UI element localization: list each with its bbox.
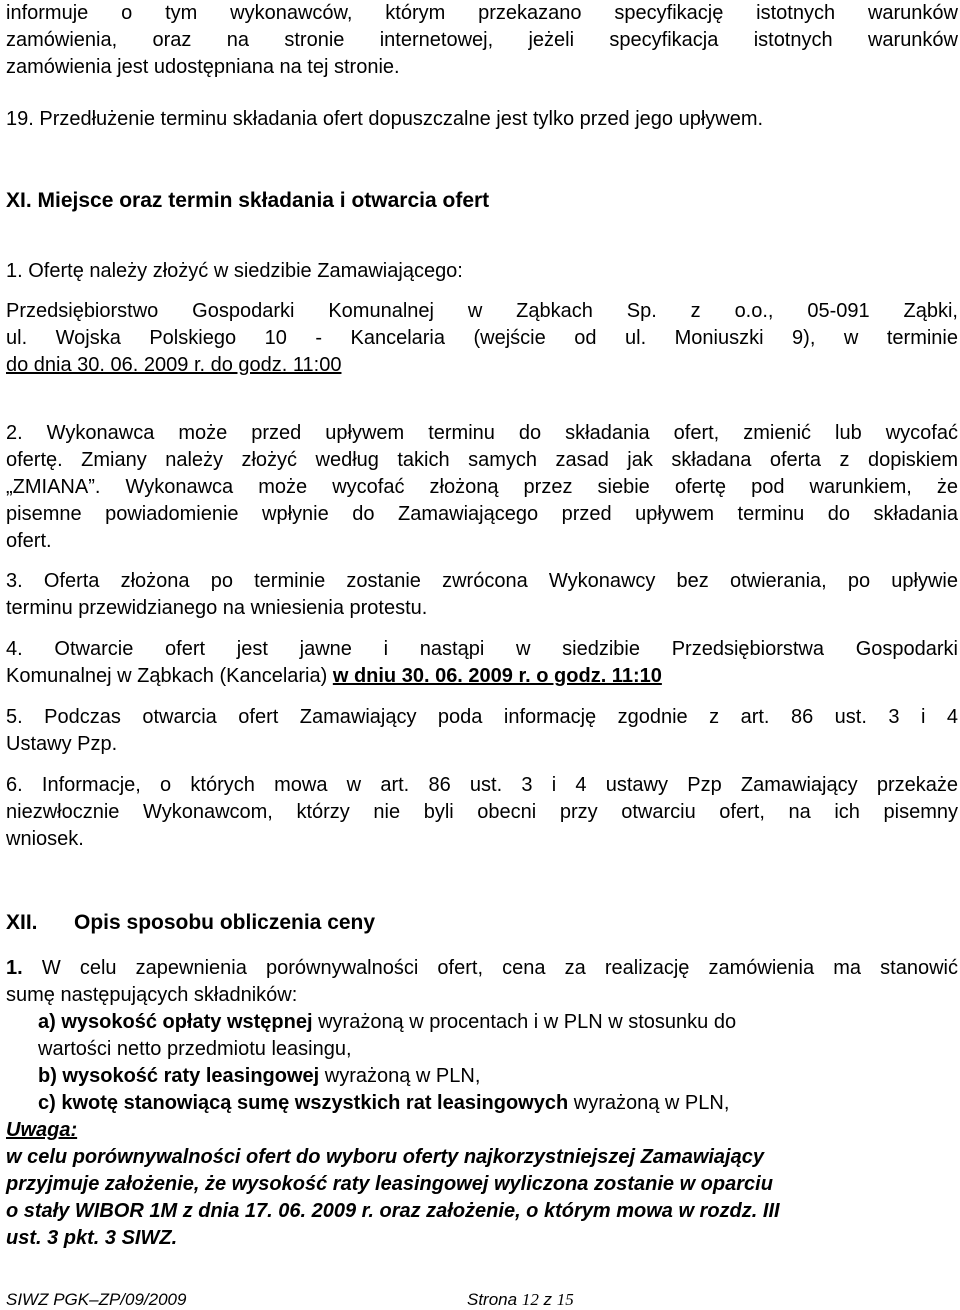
intro-line-2: zamówienia, oraz na stronie internetowej, jeżeli specyfikacja istotnych warunków [6, 29, 958, 51]
xi-p3-line-2: terminu przewidzianego na wniesienia protestu. [6, 597, 428, 619]
footer-page-indicator [467, 1290, 574, 1310]
xi-p5-line-1: 5. Podczas otwarcia ofert Zamawiający poda informację zgodnie z art. 86 ust. 3 i 4 [6, 706, 958, 728]
xi-p1-address-line-2: ul. Wojska Polskiego 10 - Kancelaria (wejście od ul. Moniuszki 9), w terminie [6, 327, 958, 349]
xii-p1-line-1-text: W celu zapewnienia porównywalności ofert, cena za realizację zamówienia ma stanowić [22, 957, 958, 979]
xi-p2-line-4: pisemne powiadomienie wpłynie do Zamawiającego przed upływem terminu do składania [6, 503, 958, 525]
xi-p1-lead: 1. Ofertę należy złożyć w siedzibie Zamawiającego: [6, 260, 463, 282]
intro-line-1: informuje o tym wykonawców, którym przekazano specyfikację istotnych warunków [6, 2, 958, 24]
xii-item-a-rest: wyrażoną w procentach i w PLN w stosunku do [312, 1011, 737, 1033]
xii-item-a-bold: a) wysokość opłaty wstępnej [38, 1011, 313, 1033]
xi-p4-line-2-prefix: Komunalnej w Ząbkach (Kancelaria) [6, 665, 333, 687]
note-line-3: o stały WIBOR 1M z dnia 17. 06. 2009 r. oraz założenie, o którym mowa w rozdz. III [6, 1200, 780, 1222]
footer-page-word: Strona [467, 1290, 522, 1309]
section-xii-title: Opis sposobu obliczenia ceny [74, 911, 376, 934]
xii-item-c-bold: c) kwotę stanowiącą sumę wszystkich rat leasingowych [38, 1092, 569, 1114]
xi-p4-line-2 [6, 663, 958, 690]
xi-p4-line-1: 4. Otwarcie ofert jest jawne i nastąpi w siedzibie Przedsiębiorstwa Gospodarki [6, 638, 958, 660]
section-xi-heading: XI. Miejsce oraz termin składania i otwarcia ofert [6, 189, 490, 212]
note-line-2: przyjmuje założenie, że wysokość raty leasingowej wyliczona zostanie w oparciu [6, 1173, 773, 1195]
xi-p3-line-1: 3. Oferta złożona po terminie zostanie zwrócona Wykonawcy bez otwierania, po upływie [6, 570, 958, 592]
xi-p2-line-2: ofertę. Zmiany należy złożyć według takich samych zasad jak składana oferta z dopiskiem [6, 449, 958, 471]
xii-item-a [38, 1009, 908, 1036]
footer-doc-id: SIWZ PGK–ZP/09/2009 [6, 1290, 187, 1309]
xi-p2-line-5: ofert. [6, 530, 52, 552]
opening-date: w dniu 30. 06. 2009 r. o godz. 11:10 [332, 665, 662, 687]
xi-p1-address-line-1: Przedsiębiorstwo Gospodarki Komunalnej w Ząbkach Sp. z o.o., 05-091 Ząbki, [6, 300, 958, 322]
intro-line-3: zamówienia jest udostępniana na tej stronie. [6, 56, 400, 78]
submission-deadline: do dnia 30. 06. 2009 r. do godz. 11:00 [6, 354, 342, 376]
xii-item-a-line-2: wartości netto przedmiotu leasingu, [38, 1038, 352, 1060]
item-19: 19. Przedłużenie terminu składania ofert dopuszczalne jest tylko przed jego upływem. [6, 108, 764, 130]
note-label: Uwaga: [6, 1119, 78, 1141]
xi-p2-line-3: „ZMIANA”. Wykonawca może wycofać złożoną przez siebie ofertę pod warunkiem, że [6, 476, 958, 498]
footer-page-number: 12 [521, 1290, 539, 1309]
xii-p1-number: 1. [6, 957, 23, 979]
xii-item-b [38, 1063, 908, 1090]
xi-p2-line-1: 2. Wykonawca może przed upływem terminu do składania ofert, zmienić lub wycofać [6, 422, 958, 444]
footer-of-word: z [538, 1290, 557, 1309]
note-line-4: ust. 3 pkt. 3 SIWZ. [6, 1227, 178, 1249]
xi-p1-deadline-row [6, 352, 958, 379]
section-xii-number: XII. [6, 911, 38, 934]
note-line-1: w celu porównywalności ofert do wyboru oferty najkorzystniejszej Zamawiający [6, 1146, 764, 1168]
xii-p1-line-1 [6, 955, 958, 982]
xii-item-c-rest: wyrażoną w PLN, [568, 1092, 730, 1114]
xi-p6-line-3: wniosek. [6, 828, 84, 850]
xi-p6-line-2: niezwłocznie Wykonawcom, którzy nie byli obecni przy otwarciu ofert, na ich pisemny [6, 801, 958, 823]
xii-item-b-bold: b) wysokość raty leasingowej [38, 1065, 320, 1087]
note-label-row [6, 1117, 958, 1144]
xi-p6-line-1: 6. Informacje, o których mowa w art. 86 ust. 3 i 4 ustawy Pzp Zamawiający przekaże [6, 774, 958, 796]
xii-p1-line-2: sumę następujących składników: [6, 984, 298, 1006]
xi-p5-line-2: Ustawy Pzp. [6, 733, 118, 755]
xii-item-c [38, 1090, 908, 1117]
xii-item-b-rest: wyrażoną w PLN, [319, 1065, 481, 1087]
footer-page-total: 15 [556, 1290, 574, 1309]
